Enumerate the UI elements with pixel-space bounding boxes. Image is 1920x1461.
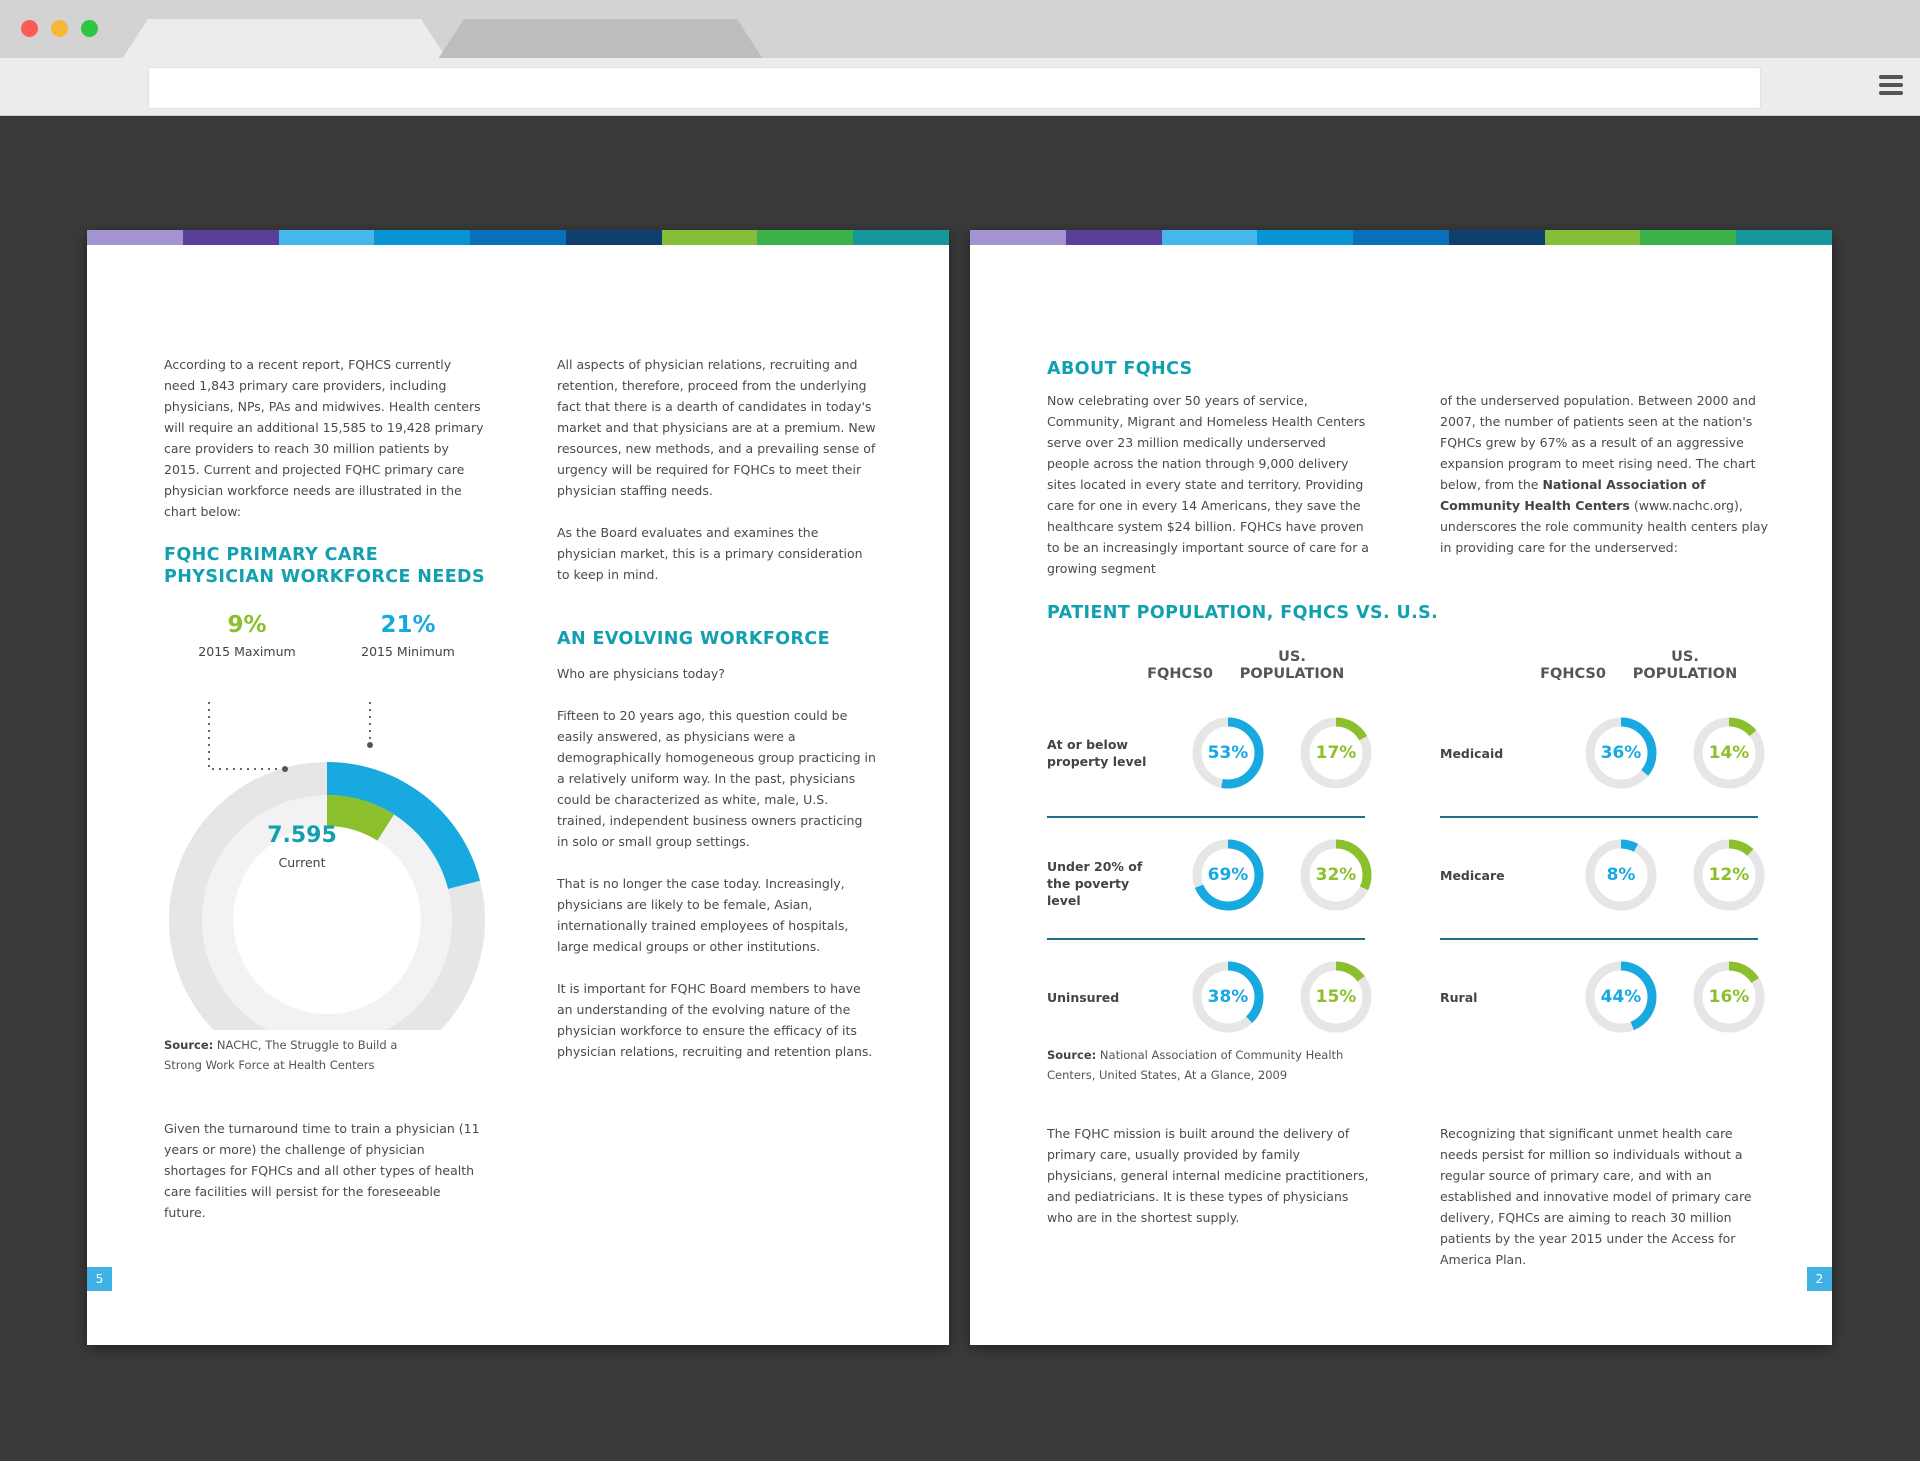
maximize-window-button[interactable]	[81, 20, 98, 37]
fqhc-ring-value: 69%	[1207, 865, 1249, 885]
us-ring-value: 12%	[1708, 865, 1750, 885]
col2-paragraph-1: All aspects of physician relations, recruiting and retention, therefore, proceed from the underlying fact that there is a dearth of candidates in today's market and that physicians are at a premium. New resources, new methods, and a prevailing sense of urgency will be required for FQHCs to meet their physician staffing needs.	[557, 357, 876, 498]
stripe-segment	[1449, 230, 1545, 245]
page-number: 2	[1807, 1267, 1832, 1291]
fqhc-ring	[1584, 960, 1658, 1034]
row-label: Rural	[1440, 989, 1478, 1005]
stripe-segment	[662, 230, 758, 245]
col2-paragraph-5: That is no longer the case today. Increasingly, physicians are likely to be female, Asian, internationally trained employees of hospitals, large medical groups or other institutions.	[557, 876, 849, 954]
stripe-segment	[1545, 230, 1641, 245]
us-ring	[1692, 838, 1766, 912]
col2-paragraph-6: It is important for FQHC Board members to have an understanding of the evolving nature of the physician workforce to ensure the efficacy of its physician relations, recruiting and retention plans.	[557, 981, 873, 1059]
minimize-window-button[interactable]	[51, 20, 68, 37]
access-paragraph: Recognizing that significant unmet health care needs persist for million so individuals without a regular source of primary care, and with an established and innovative model of primary care delivery, FQHCs are aiming to reach 30 million patients by the year 2015 under the Access for America Plan.	[1440, 1126, 1752, 1267]
fqhc-ring	[1191, 838, 1265, 912]
address-bar[interactable]	[148, 67, 1761, 109]
fqhc-ring	[1191, 960, 1265, 1034]
stripe-segment	[566, 230, 662, 245]
row-label: At or below property level	[1047, 737, 1147, 769]
max-leader-dot	[282, 766, 288, 772]
browser-tab-inactive[interactable]	[438, 19, 763, 59]
col2-paragraph-4: Fifteen to 20 years ago, this question could be easily answered, as physicians were a demographically homogeneous group practicing in a relatively uniform way. In the past, physicians could be characterized as white, male, U.S. trained, independent business owners practicing in solo or small group settings.	[557, 708, 876, 849]
fqhc-ring	[1584, 716, 1658, 790]
col-head-us-line2: POPULATION	[1239, 666, 1345, 682]
left-source	[164, 1035, 434, 1075]
page-right	[970, 230, 1832, 1345]
row-label: Under 20% of the poverty level	[1047, 859, 1143, 908]
us-ring	[1299, 838, 1373, 912]
fqhc-ring	[1584, 838, 1658, 912]
us-ring	[1692, 960, 1766, 1034]
chart-heading	[164, 544, 504, 588]
browser-tab-active[interactable]	[122, 19, 447, 59]
col-head-us-line1: US.	[1278, 649, 1306, 665]
population-heading: PATIENT POPULATION, FQHCS VS. U.S.	[1047, 603, 1439, 623]
donut-center-label: Current	[278, 855, 326, 870]
max-label: 2015 Maximum	[198, 644, 296, 659]
us-ring-value: 14%	[1708, 743, 1750, 763]
fqhc-ring-value: 38%	[1207, 987, 1249, 1007]
us-ring	[1299, 716, 1373, 790]
about-col2-a: of the underserved population. Between 2000 and 2007, the number of patients seen at the nation's FQHCs grew by 67% as a result of an aggressive expansion program to meet rising need. The chart below, from the	[1440, 393, 1756, 492]
col-head-fqhc-right: FQHCS0	[1540, 666, 1606, 682]
browser-toolbar	[0, 58, 1920, 116]
stripe-segment	[1162, 230, 1258, 245]
source-text: NACHC, The Struggle to Build a Strong Work Force at Health Centers	[164, 1038, 398, 1072]
page-left	[87, 230, 949, 1345]
stripe-segment	[374, 230, 470, 245]
fqhc-ring-value: 44%	[1600, 987, 1642, 1007]
closing-paragraph: Given the turnaround time to train a physician (11 years or more) the challenge of physician shortages for FQHCs and all other types of health care facilities will persist for the foreseeable future.	[164, 1121, 480, 1220]
max-leader-line	[209, 702, 282, 769]
stripe-segment	[183, 230, 279, 245]
row-divider	[1440, 816, 1758, 818]
col2-paragraph-2: As the Board evaluates and examines the physician market, this is a primary consideration to keep in mind.	[557, 525, 863, 582]
color-stripe	[87, 230, 949, 245]
about-heading: ABOUT FQHCS	[1047, 359, 1193, 379]
stripe-segment	[279, 230, 375, 245]
row-label: Medicare	[1440, 867, 1505, 883]
stripe-segment	[470, 230, 566, 245]
min-label: 2015 Minimum	[361, 644, 455, 659]
col-head-us-line2: POPULATION	[1632, 666, 1738, 682]
color-stripe	[970, 230, 1832, 245]
chart-heading-line1: FQHC PRIMARY CARE	[164, 545, 379, 565]
source-text: National Association of Community Health Centers, United States, At a Glance, 2009	[1047, 1048, 1344, 1082]
about-col2-b: (www.nachc.org), underscores the role community health centers play in providing care for the underserved:	[1440, 498, 1768, 555]
stripe-segment	[757, 230, 853, 245]
donut-center-value: 7.595	[267, 823, 337, 848]
fqhc-ring	[1191, 716, 1265, 790]
us-ring	[1692, 716, 1766, 790]
row-divider	[1047, 938, 1365, 940]
source-label: Source:	[164, 1038, 214, 1052]
fqhc-ring-value: 36%	[1600, 743, 1642, 763]
tab-bar	[0, 0, 1920, 58]
us-ring-value: 32%	[1315, 865, 1357, 885]
mission-paragraph: The FQHC mission is built around the delivery of primary care, usually provided by family physicians, general internal medicine practitioners, and pediatricians. It is these types of physicians who are in the shortest supply.	[1047, 1126, 1369, 1225]
stripe-segment	[1736, 230, 1832, 245]
source-label: Source:	[1047, 1048, 1097, 1062]
fqhc-ring-value: 53%	[1207, 743, 1249, 763]
stripe-segment	[1640, 230, 1736, 245]
col-head-us-right	[1625, 649, 1745, 683]
stripe-segment	[1257, 230, 1353, 245]
stripe-segment	[970, 230, 1066, 245]
page-number: 5	[87, 1267, 112, 1291]
min-percent: 21%	[380, 612, 436, 638]
row-divider	[1440, 938, 1758, 940]
hamburger-menu-icon[interactable]	[1879, 75, 1903, 97]
col-head-us-left	[1232, 649, 1352, 683]
row-label: Uninsured	[1047, 989, 1120, 1005]
stripe-segment	[1066, 230, 1162, 245]
col-head-us-line1: US.	[1671, 649, 1699, 665]
us-ring	[1299, 960, 1373, 1034]
col-head-fqhc-left: FQHCS0	[1147, 666, 1213, 682]
row-label: Medicaid	[1440, 745, 1504, 761]
chart-heading-line2: PHYSICIAN WORKFORCE NEEDS	[164, 567, 485, 587]
us-ring-value: 16%	[1708, 987, 1750, 1007]
fqhc-ring-value: 8%	[1606, 865, 1636, 885]
right-source	[1047, 1045, 1377, 1085]
min-leader-dot	[367, 742, 373, 748]
evolving-workforce-heading: AN EVOLVING WORKFORCE	[557, 629, 830, 649]
stripe-segment	[853, 230, 949, 245]
us-ring-value: 17%	[1315, 743, 1357, 763]
max-percent: 9%	[227, 612, 267, 638]
stripe-segment	[1353, 230, 1449, 245]
stripe-segment	[87, 230, 183, 245]
col2-paragraph-3: Who are physicians today?	[557, 666, 725, 681]
about-col2-bold: National Association of Community Health Centers	[1440, 477, 1706, 513]
close-window-button[interactable]	[21, 20, 38, 37]
browser-chrome	[0, 0, 1920, 115]
about-col1: Now celebrating over 50 years of service, Community, Migrant and Homeless Health Centers serve over 23 million medically underserved people across the nation through 9,000 delivery sites located in every state and territory. Providing care for one in every 14 Americans, they save the healthcare system $24 billion. FQHCs have proven to be an increasingly important source of care for a growing segment	[1047, 393, 1369, 576]
us-ring-value: 15%	[1315, 987, 1357, 1007]
about-col2	[1440, 390, 1770, 558]
intro-paragraph: According to a recent report, FQHCS currently need 1,843 primary care providers, including physicians, NPs, PAs and midwives. Health centers will require an additional 15,585 to 19,428 primary care providers to reach 30 million patients by 2015. Current and projected FQHC primary care physician workforce needs are illustrated in the chart below:	[164, 357, 484, 519]
row-divider	[1047, 816, 1365, 818]
